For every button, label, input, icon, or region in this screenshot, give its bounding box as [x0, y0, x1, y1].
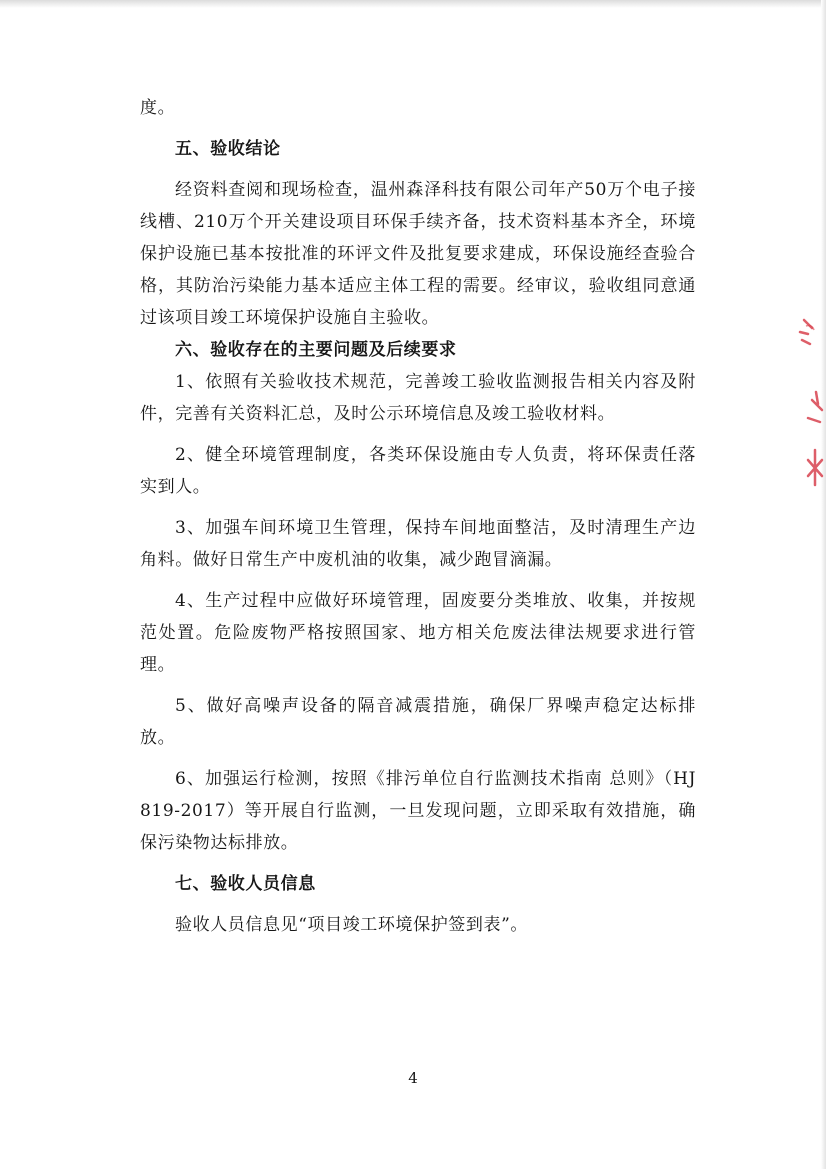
document-body	[140, 92, 696, 941]
conclusion-paragraph: 经资料查阅和现场检查，温州森泽科技有限公司年产50万个电子接线槽、210万个开关建设项目环保手续齐备，技术资料基本齐全，环境保护设施已基本按批准的环评文件及批复要求建成，环保设施经查验合格，其防治污染能力基本适应主体工程的需要。经审议，验收组同意通过该项目竣工环境保护设施自主验收。	[140, 180, 696, 328]
requirement-item-4: 4、生产过程中应做好环境管理，固废要分类堆放、收集，并按规范处置。危险废物严格按照国家、地方相关危废法律法规要求进行管理。	[140, 591, 696, 675]
red-seal-stamp	[782, 300, 826, 500]
section-heading-issues: 六、验收存在的主要问题及后续要求	[175, 340, 457, 360]
section-heading-personnel: 七、验收人员信息	[175, 874, 316, 894]
requirement-item-6: 6、加强运行检测，按照《排污单位自行监测技术指南 总则》（HJ 819-2017）等开展自行监测，一旦发现问题，立即采取有效措施，确保污染物达标排放。	[140, 769, 696, 853]
personnel-paragraph: 验收人员信息见“项目竣工环境保护签到表”。	[175, 915, 528, 935]
continuation-text: 度。	[140, 98, 176, 118]
scan-top-edge	[0, 0, 826, 8]
seal-mark-mid	[808, 392, 822, 422]
page-number: 4	[408, 1069, 418, 1087]
seal-mark-bottom	[808, 450, 822, 485]
requirement-item-2: 2、健全环境管理制度，各类环保设施由专人负责，将环保责任落实到人。	[140, 445, 696, 497]
requirement-item-1: 1、依照有关验收技术规范，完善竣工验收监测报告相关内容及附件，完善有关资料汇总，及时公示环境信息及竣工验收材料。	[140, 372, 696, 424]
requirement-item-5: 5、做好高噪声设备的隔音减震措施，确保厂界噪声稳定达标排放。	[140, 696, 696, 748]
scan-right-edge	[821, 0, 826, 1169]
section-heading-conclusion: 五、验收结论	[175, 139, 281, 159]
seal-mark-top	[800, 320, 812, 344]
requirement-item-3: 3、加强车间环境卫生管理，保持车间地面整洁，及时清理生产边角料。做好日常生产中废机油的收集，减少跑冒滴漏。	[140, 518, 696, 570]
